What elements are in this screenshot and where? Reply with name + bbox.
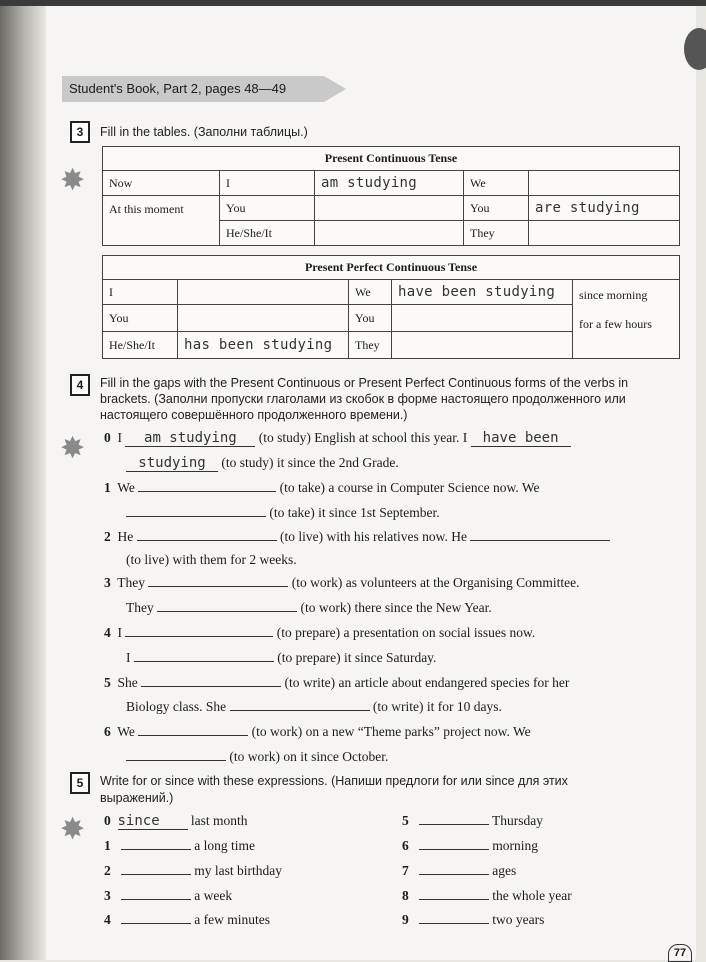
pronoun: I <box>103 280 178 305</box>
exercise-line: (to work) on it since October. <box>126 747 388 767</box>
pronoun: He/She/It <box>220 221 315 246</box>
answer-field[interactable] <box>121 836 191 850</box>
binding-shadow <box>0 0 46 960</box>
list-item: 6 morning <box>402 838 538 853</box>
answer-cell[interactable] <box>529 221 680 246</box>
time-words-cell <box>573 280 680 359</box>
exercise-line: 1 We (to take) a course in Computer Science now. We <box>104 480 540 495</box>
answer-cell[interactable]: am studying <box>315 171 464 196</box>
exercise-line: 4 I (to prepare) a presentation on social issues now. <box>104 625 536 640</box>
book-reference: Student's Book, Part 2, pages 48—49 <box>62 76 324 102</box>
answer-field[interactable] <box>419 886 489 900</box>
task-number-4: 4 <box>70 374 90 396</box>
exercise-line: 2 He (to live) with his relatives now. He <box>104 527 610 547</box>
answer-field[interactable]: since <box>118 813 188 830</box>
list-item: 9 two years <box>402 912 545 927</box>
top-edge <box>0 0 706 6</box>
list-item: 8 the whole year <box>402 888 572 903</box>
list-item: 2 my last birthday <box>104 863 282 878</box>
list-item: 4 a few minutes <box>104 912 270 927</box>
exercise-line: Biology class. She (to write) it for 10 days. <box>126 699 502 714</box>
present-continuous-table <box>102 146 680 246</box>
task-number-3: 3 <box>70 121 90 143</box>
answer-cell[interactable] <box>529 171 680 196</box>
list-item: 1 a long time <box>104 838 255 853</box>
answer-field[interactable] <box>121 886 191 900</box>
answer-field[interactable] <box>470 527 610 541</box>
answer-field[interactable] <box>419 811 489 825</box>
exercise-line: I (to prepare) it since Saturday. <box>126 650 437 665</box>
answer-cell[interactable] <box>315 196 464 221</box>
pronoun: They <box>464 221 529 246</box>
present-perfect-continuous-table <box>102 255 680 359</box>
answer-field[interactable] <box>419 910 489 924</box>
answer-field[interactable] <box>138 478 276 492</box>
list-item: 3 a week <box>104 888 233 903</box>
answer-field[interactable]: studying <box>126 455 218 472</box>
pronoun: You <box>464 196 529 221</box>
answer-field[interactable] <box>419 836 489 850</box>
answer-field[interactable] <box>419 861 489 875</box>
time-word: At this moment <box>103 196 220 246</box>
answer-field[interactable] <box>134 648 274 662</box>
pronoun: I <box>220 171 315 196</box>
page-number: 77 <box>668 944 692 962</box>
list-item: 5 Thursday <box>402 813 544 828</box>
exercise-line: They (to work) there since the New Year. <box>126 600 492 615</box>
answer-field[interactable] <box>141 673 281 687</box>
answer-field[interactable] <box>148 573 288 587</box>
task4-instruction: Fill in the gaps with the Present Continuous or Present Perfect Continuous forms of the verbs in brackets. (Заполни пропуски глаголами из скобок в форме настоящего продолженного или настоящего совершённого продолженного времени.) <box>100 376 629 422</box>
list-item: 0 since last month <box>104 813 248 829</box>
answer-field[interactable] <box>126 747 226 761</box>
task5-instruction-cont: выражений.) <box>100 791 174 805</box>
star-burst-icon: ✸ <box>60 432 86 465</box>
table-title: Present Perfect Continuous Tense <box>103 256 680 280</box>
task-number-5: 5 <box>70 772 90 794</box>
star-burst-icon: ✸ <box>60 813 86 846</box>
table-title: Present Continuous Tense <box>103 147 680 171</box>
list-item: 7 ages <box>402 863 517 878</box>
banner-arrow-icon <box>324 76 346 102</box>
time-word: Now <box>103 171 220 196</box>
task5-instruction: Write for or since with these expressions. (Напиши предлоги for или since для этих <box>100 774 568 788</box>
answer-cell[interactable]: has been studying <box>178 332 349 359</box>
answer-cell[interactable]: are studying <box>529 196 680 221</box>
answer-field[interactable]: am studying <box>125 430 255 447</box>
answer-cell[interactable] <box>178 305 349 332</box>
answer-field[interactable] <box>126 503 266 517</box>
star-burst-icon: ✸ <box>60 164 86 197</box>
time-word: for a few hours <box>579 317 652 331</box>
pronoun: You <box>349 305 392 332</box>
exercise-line: studying (to study) it since the 2nd Grade. <box>126 453 399 473</box>
answer-field[interactable] <box>121 861 191 875</box>
pronoun: You <box>220 196 315 221</box>
exercise-line: 3 They (to work) as volunteers at the Organising Committee. <box>104 575 580 590</box>
page-tab <box>684 28 706 70</box>
pronoun: He/She/It <box>103 332 178 359</box>
exercise-line: 5 She (to write) an article about endangered species for her <box>104 675 570 690</box>
pronoun: They <box>349 332 392 359</box>
answer-cell[interactable] <box>392 305 573 332</box>
answer-field[interactable]: have been <box>471 430 571 447</box>
time-word: since morning <box>579 288 648 302</box>
answer-cell[interactable] <box>178 280 349 305</box>
answer-field[interactable] <box>157 598 297 612</box>
answer-cell[interactable] <box>392 332 573 359</box>
task3-instruction: Fill in the tables. (Заполни таблицы.) <box>100 125 308 139</box>
exercise-line: 6 We (to work) on a new “Theme parks” project now. We <box>104 724 531 739</box>
answer-cell[interactable] <box>315 221 464 246</box>
pronoun: We <box>464 171 529 196</box>
exercise-line: (to take) it since 1st September. <box>126 503 440 523</box>
answer-field[interactable] <box>121 910 191 924</box>
answer-field[interactable] <box>137 527 277 541</box>
pronoun: You <box>103 305 178 332</box>
exercise-line: 0 I am studying (to study) English at school this year. I have been <box>104 428 571 448</box>
exercise-line: (to live) with them for 2 weeks. <box>126 552 297 567</box>
answer-field[interactable] <box>230 697 370 711</box>
answer-field[interactable] <box>138 722 248 736</box>
answer-cell[interactable]: have been studying <box>392 280 573 305</box>
pronoun: We <box>349 280 392 305</box>
answer-field[interactable] <box>125 623 273 637</box>
